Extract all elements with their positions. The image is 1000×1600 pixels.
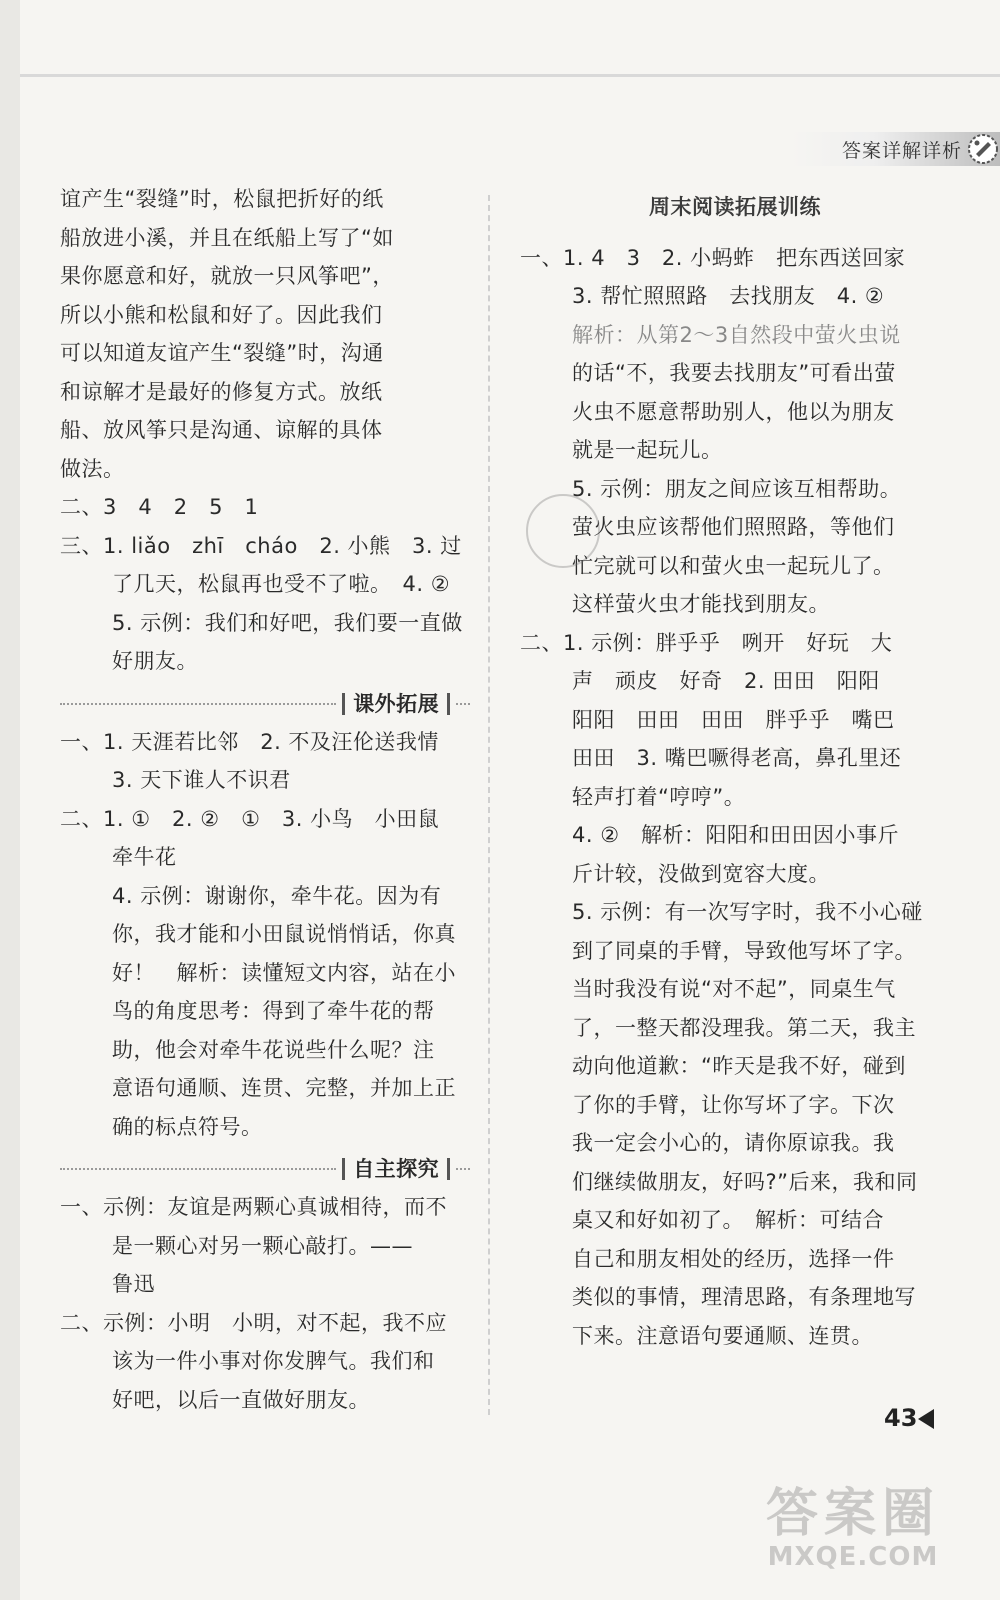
r-q2-line: 下来。注意语句要通顺、连贯。 [572,1323,873,1348]
header-title: 答案详解详析 [841,139,962,162]
page-number: 43 [884,1404,918,1432]
text-line: 和谅解才是最好的修复方式。放纸 [60,379,383,404]
r-q2-line: 声 顽皮 好奇 2. 田田 阳阳 [572,669,880,693]
intro-block [60,180,470,488]
ext-q2-4-line: 助，他会对牵牛花说些什么呢？注 [112,1037,435,1062]
r-q2-line: 桌又和好如初了。 解析：可结合 [572,1208,884,1232]
r-q2-line: 二、1. 示例：胖乎乎 咧开 好玩 大 [520,630,893,655]
r-q1-line: 3. 帮忙照照路 去找朋友 4. ② [572,284,885,308]
r-q2-line: 阳阳 田田 田田 胖乎乎 嘴巴 [572,707,895,732]
text-line: 可以知道友谊产生“裂缝”时，沟通 [60,341,384,365]
page-arrow-icon [918,1409,934,1429]
ext-q2-line: 牵牛花 [112,845,177,869]
watermark-url: MXQE.COM [767,1542,939,1572]
answer-q3-5-line: 好朋友。 [112,649,198,673]
inq-q2-line: 该为一件小事对你发脾气。我们和 [112,1349,435,1373]
watermark-logo: 答案圈 [765,1484,940,1544]
r-q2-line: 4. ② 解析：阳阳和田田因小事斤 [572,823,900,847]
inq-q1-line: 鲁迅 [112,1272,155,1296]
left-column [60,180,470,1419]
dotted-rule [456,1168,470,1170]
answer-q3-5-line: 5. 示例：我们和好吧，我们要一直做 [112,610,463,635]
text-line: 果你愿意和好，就放一只风筝吧”， [60,264,394,288]
right-column [520,180,950,1355]
dotted-rule [456,703,470,705]
text-line: 船放进小溪，并且在纸船上写了“如 [60,225,394,250]
r-q2-line: 轻声打着“哼哼”。 [572,784,746,809]
dotted-rule [60,703,336,705]
section-header-inquiry [60,1150,470,1188]
faded-stamp [526,494,600,568]
r-q1-line: 火虫不愿意帮助别人，他以为朋友 [572,399,895,424]
text-line: 谊产生“裂缝”时，松鼠把折好的纸 [60,187,384,211]
r-q2-line: 了，一整天都没理我。第二天，我主 [572,1015,916,1040]
ext-q1-line: 一、1. 天涯若比邻 2. 不及汪伦送我情 [60,729,439,754]
ext-q2-4-line: 你，我才能和小田鼠说悄悄话，你真 [112,922,456,946]
r-q2-line: 了你的手臂，让你写坏了字。下次 [572,1092,895,1117]
r-q2-line: 我一定会小心的，请你原谅我。我 [572,1131,895,1155]
answer-q3-line: 了几天，松鼠再也受不了啦。 4. ② [112,572,451,596]
r-q2-line: 田田 3. 嘴巴噘得老高，鼻孔里还 [572,746,902,770]
r-q2-line: 类似的事情，理清思路，有条理地写 [572,1285,916,1309]
r-q1-line: 这样萤火虫才能找到朋友。 [572,592,830,616]
text-line: 做法。 [60,456,125,481]
ext-q1-line: 3. 天下谁人不识君 [112,768,291,792]
ext-q2-4-line: 好！ 解析：读懂短文内容，站在小 [112,960,456,985]
ext-q2-4-line: 确的标点符号。 [112,1114,263,1139]
r-q1-line: 5. 示例：朋友之间应该互相帮助。 [572,476,902,501]
r-q1-line: 一、1. 4 3 2. 小蚂蚱 把东西送回家 [520,245,906,270]
top-rule [20,74,1000,77]
right-section-title: 周末阅读拓展训练 [649,195,821,219]
ext-q2-4-line: 鸟的角度思考：得到了牵牛花的帮 [112,999,435,1023]
r-q2-line: 自己和朋友相处的经历，选择一件 [572,1246,895,1271]
inq-q2-line: 好吧，以后一直做好朋友。 [112,1387,370,1412]
site-watermark [718,1486,988,1586]
ext-q2-4-line: 4. 示例：谢谢你，牵牛花。因为有 [112,883,442,908]
pencil-badge-icon [966,132,1000,166]
r-q2-line: 们继续做朋友，好吗?”后来，我和同 [572,1169,918,1194]
text-line: 所以小熊和松鼠和好了。因此我们 [60,302,383,327]
header-tab [790,132,1000,166]
r-q2-line: 当时我没有说“对不起”，同桌生气 [572,977,896,1001]
answer-q2: 二、3 4 2 5 1 [60,495,259,519]
page-binding-edge [0,0,20,1600]
inq-q1-line: 一、示例：友谊是两颗心真诚相待，而不 [60,1195,447,1219]
r-q1-line: 的话“不，我要去找朋友”可看出萤 [572,361,896,385]
ext-q2-line: 二、1. ① 2. ② ① 3. 小鸟 小田鼠 [60,806,440,831]
r-q1-line: 萤火虫应该帮他们照照路，等他们 [572,515,895,539]
r-q2-line: 动向他道歉：“昨天是我不好，碰到 [572,1054,906,1078]
r-q1-line: 解析：从第2～3自然段中萤火虫说 [572,322,901,347]
text-line: 船、放风筝只是沟通、谅解的具体 [60,418,383,442]
inq-q1-line: 是一颗心对另一颗心敲打。—— [112,1233,413,1258]
r-q1-line: 忙完就可以和萤火虫一起玩儿了。 [572,553,895,578]
inq-q2-line: 二、示例：小明 小明，对不起，我不应 [60,1310,447,1335]
r-q2-line: 到了同桌的手臂，导致他写坏了字。 [572,938,916,963]
r-q1-line: 就是一起玩儿。 [572,438,723,462]
section-label: 自主探究 [342,1158,450,1180]
section-label: 课外拓展 [342,693,450,715]
ext-q2-4-line: 意语句通顺、连贯、完整，并加上正 [112,1076,456,1100]
column-divider [488,195,490,1415]
dotted-rule [60,1168,336,1170]
answer-q3-line: 三、1. liǎo zhī cháo 2. 小熊 3. 过 [60,533,462,558]
r-q2-line: 斤计较，没做到宽容大度。 [572,861,830,886]
r-q2-line: 5. 示例：有一次写字时，我不小心碰 [572,900,923,924]
section-header-extension [60,685,470,723]
